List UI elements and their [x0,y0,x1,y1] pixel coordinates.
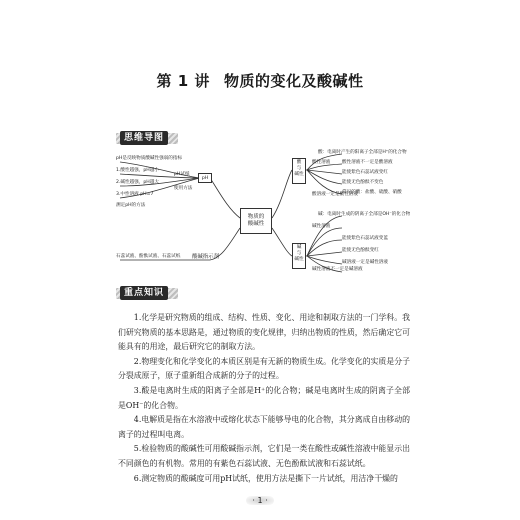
knowledge-text [118,311,410,486]
section-header-knowledge [116,285,176,301]
paragraph-2: 2.物理变化和化学变化的本质区别是有无新的物质生成。化学变化的实质是分子分裂成原子，原子重新组合成新的分子的过程。 [118,356,410,381]
mind-map-ph-note-1: 1.酸性越强，pH越小 [116,168,159,173]
mind-map-indicator-sub: 石蕊试液、酚酞试液、石蕊试纸 [116,254,181,259]
mind-map-acid-1: 酸：电离时产生的阳离子全部是H⁺的化合物 [318,150,407,155]
mind-map-acid-2: 酸性溶液 [312,160,331,165]
mind-map-ph-note-2: 2.碱性越强，pH越大 [116,180,159,185]
mind-map-acid-7: 酸溶液一定是酸性溶液 [312,192,358,197]
section-label-mindmap: 思维导图 [120,131,168,145]
mind-map-ph-side-1: pH试纸 [174,172,190,177]
mind-map-base-node: 碱 与 碱性 [292,243,306,269]
paragraph-3: 3.酸是电离时生成的阳离子全部是H⁺的化合物；碱是电离时生成的阴离子全部是OH⁻的化合物。 [118,385,410,410]
mind-map-base-2: 碱性溶液 [312,224,331,229]
paragraph-4: 4.电解质是指在水溶液中或熔化状态下能够导电的化合物，其分离成自由移动的离子的过程叫电离。 [118,415,410,439]
mind-map-acid-5: 能使无色酚酞不变色 [342,180,384,185]
mind-map-ph-node: pH [198,173,212,183]
mind-map-ph-note-3: 3.中性溶液 pH=7 [116,192,154,197]
mind-map-ph-sub-1: pH是反映物质酸碱性强弱的指标 [116,156,183,161]
lecture-number: 第 1 讲 [156,72,210,90]
mind-map-acid-node: 酸 与 碱性 [292,158,306,184]
paragraph-6: 6.测定物质的酸碱度可用pH试纸，使用方法是撕下一片试纸，用洁净干燥的 [133,473,398,483]
mind-map-acid-4: 能使紫色石蕊试液变红 [342,170,388,175]
mind-map-center: 物质的 酸碱性 [240,208,272,234]
mind-map-base-6: 碱性溶液不一定是碱溶液 [312,267,363,272]
mind-map-ph-side-2: 使用方法 [174,186,193,191]
section-header-mindmap [116,130,176,146]
lecture-title [0,70,520,91]
page-number: · 1 · [0,496,520,505]
mind-map-acid-6: 常见的酸：盐酸、硫酸、硝酸 [342,190,402,195]
mind-map-acid-3: 酸性溶液不一定是酸溶液 [342,160,393,165]
mind-map-indicator-node: 酸碱指示剂 [192,254,219,260]
mind-map-ph-note-4: 测定pH的方法 [116,203,146,208]
section-label-knowledge: 重点知识 [120,286,168,300]
mind-map-base-3: 能使紫色石蕊试液变蓝 [342,236,388,241]
mind-map-base-5: 碱溶液一定是碱性溶液 [342,260,388,265]
mind-map-base-1: 碱：电离时生成的阴离子全部是OH⁻的化合物 [318,212,411,217]
paragraph-1: 1.化学是研究物质的组成、结构、性质、变化、用途和制取方法的一门学科。我们研究物质的基本思路是，通过物质的变化规律，归纳出物质的性质，然后确定它可能具有的用途，最后研究它的制取方法。 [118,313,410,352]
paragraph-5: 5.检验物质的酸碱性可用酸碱指示剂，它们是一类在酸性或碱性溶液中能显示出不同颜色的有机物。常用的有紫色石蕊试液、无色酚酞试液和石蕊试纸。 [118,444,410,468]
lecture-topic: 物质的变化及酸碱性 [223,72,364,90]
mind-map [112,148,412,273]
mind-map-base-4: 能使无色酚酞变红 [342,248,379,253]
